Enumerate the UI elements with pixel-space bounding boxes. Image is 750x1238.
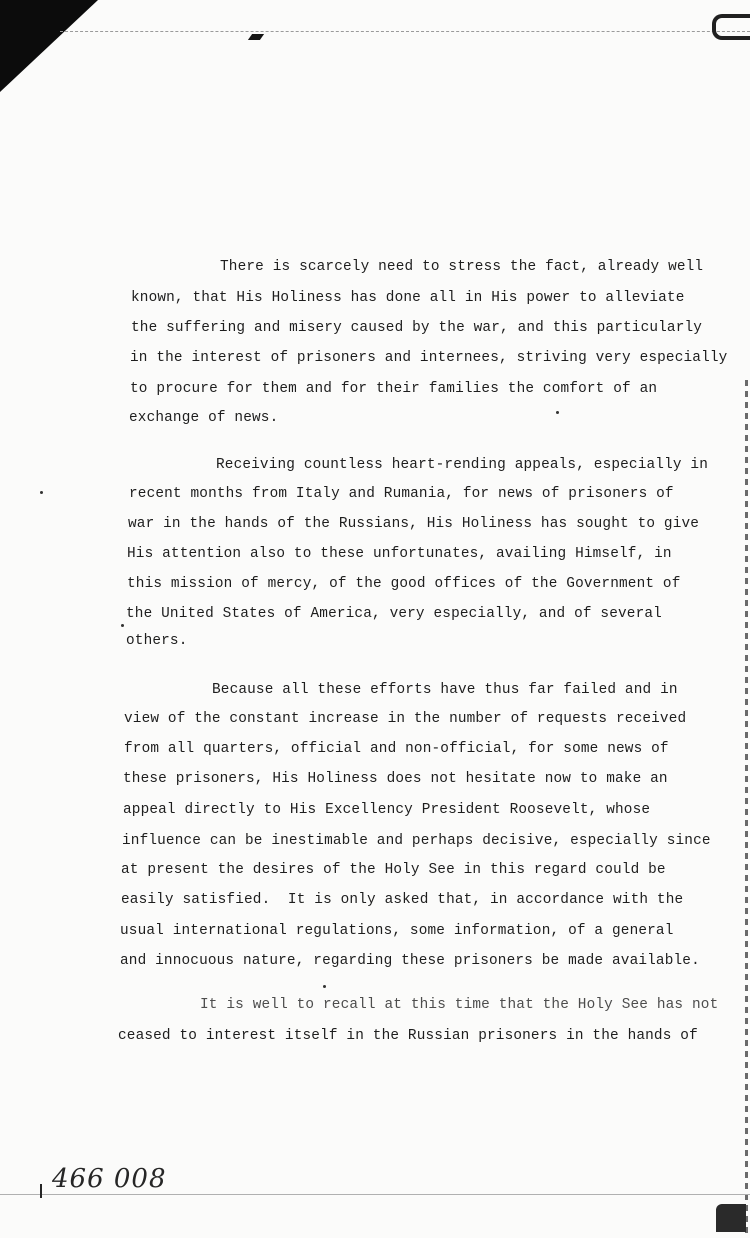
text-line: known, that His Holiness has done all in His power to alleviate: [131, 290, 685, 306]
text-line: this mission of mercy, of the good offices of the Government of: [127, 576, 681, 592]
text-line: influence can be inestimable and perhaps decisive, especially since: [122, 833, 711, 849]
text-line: usual international regulations, some information, of a general: [120, 923, 674, 939]
text-line: Receiving countless heart-rending appeals, especially in: [216, 457, 709, 473]
text-line: the United States of America, very especially, and of several: [126, 606, 662, 622]
text-line: ceased to interest itself in the Russian prisoners in the hands of: [118, 1028, 698, 1044]
text-line: and innocuous nature, regarding these prisoners be made available.: [120, 953, 700, 969]
text-line: the suffering and misery caused by the war, and this particularly: [131, 320, 703, 336]
handwritten-archive-number: 466 008: [52, 1164, 167, 1194]
top-scan-line: [60, 31, 750, 32]
text-line: view of the constant increase in the number of requests received: [124, 711, 687, 727]
text-line: to procure for them and for their families the comfort of an: [130, 381, 658, 397]
ink-blot: [716, 1204, 746, 1232]
text-line: in the interest of prisoners and internees, striving very especially: [130, 350, 728, 366]
text-line: exchange of news.: [129, 410, 279, 426]
folded-corner: [0, 0, 98, 92]
text-line: appeal directly to His Excellency President Roosevelt, whose: [123, 802, 651, 818]
handwritten-mark: [40, 1184, 42, 1198]
text-line: war in the hands of the Russians, His Holiness has sought to give: [128, 516, 700, 532]
text-line: from all quarters, official and non-official, for some news of: [124, 741, 669, 757]
paper-clip-mark: [712, 14, 750, 40]
text-line: His attention also to these unfortunates, availing Himself, in: [127, 546, 672, 562]
ink-mark: [248, 34, 264, 40]
text-line: There is scarcely need to stress the fact, already well: [220, 259, 704, 275]
ink-speck: [323, 985, 326, 988]
ink-speck: [556, 411, 559, 414]
text-line: others.: [126, 633, 188, 649]
text-line: recent months from Italy and Rumania, for news of prisoners of: [129, 486, 674, 502]
text-line: It is well to recall at this time that the Holy See has not: [200, 997, 719, 1013]
bottom-scan-line: [0, 1194, 750, 1195]
text-line: Because all these efforts have thus far failed and in: [212, 682, 678, 698]
text-line: these prisoners, His Holiness does not hesitate now to make an: [123, 771, 668, 787]
text-line: at present the desires of the Holy See in this regard could be: [121, 862, 666, 878]
ink-speck: [121, 624, 124, 627]
text-line: easily satisfied. It is only asked that, in accordance with the: [121, 892, 684, 908]
right-page-edge: [745, 380, 748, 1238]
ink-speck: [40, 491, 43, 494]
